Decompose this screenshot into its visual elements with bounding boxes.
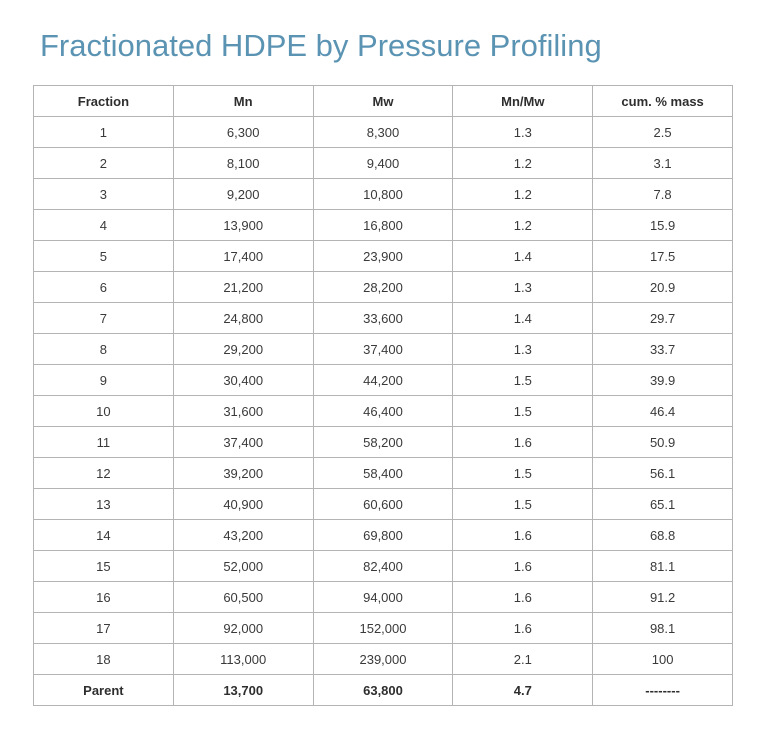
data-table xyxy=(33,85,733,706)
column-header-mn: Mn xyxy=(173,86,313,117)
page-title: Fractionated HDPE by Pressure Profiling xyxy=(40,28,602,63)
column-header-mn-mw: Mn/Mw xyxy=(453,86,593,117)
cell-mn: 6,300 xyxy=(173,117,313,148)
table-row xyxy=(34,489,733,520)
table-row xyxy=(34,148,733,179)
cell-fraction: 18 xyxy=(34,644,174,675)
cell-mn-mw: 1.5 xyxy=(453,396,593,427)
cell-mn: 37,400 xyxy=(173,427,313,458)
cell-mw: 82,400 xyxy=(313,551,453,582)
cell-fraction: 1 xyxy=(34,117,174,148)
column-header-cum-mass: cum. % mass xyxy=(593,86,733,117)
cell-fraction: 4 xyxy=(34,210,174,241)
cell-cum-mass: 7.8 xyxy=(593,179,733,210)
cell-cum-mass: 3.1 xyxy=(593,148,733,179)
cell-mn: 31,600 xyxy=(173,396,313,427)
cell-cum-mass: 15.9 xyxy=(593,210,733,241)
cell-fraction: 11 xyxy=(34,427,174,458)
table-row xyxy=(34,551,733,582)
cell-fraction: 16 xyxy=(34,582,174,613)
cell-mn: 60,500 xyxy=(173,582,313,613)
table-row xyxy=(34,303,733,334)
table-row xyxy=(34,582,733,613)
cell-cum-mass: 33.7 xyxy=(593,334,733,365)
cell-cum-mass: 50.9 xyxy=(593,427,733,458)
cell-mn-mw: 1.2 xyxy=(453,210,593,241)
cell-cum-mass: 68.8 xyxy=(593,520,733,551)
cell-fraction: 6 xyxy=(34,272,174,303)
cell-mn: 21,200 xyxy=(173,272,313,303)
cell-fraction: 13 xyxy=(34,489,174,520)
cell-mn: 13,900 xyxy=(173,210,313,241)
cell-mn: 30,400 xyxy=(173,365,313,396)
cell-mw: 16,800 xyxy=(313,210,453,241)
table-row xyxy=(34,458,733,489)
cell-mn-mw: 2.1 xyxy=(453,644,593,675)
cell-fraction: 9 xyxy=(34,365,174,396)
cell-mw: 60,600 xyxy=(313,489,453,520)
cell-mw: 152,000 xyxy=(313,613,453,644)
parent-cell-mn: 13,700 xyxy=(173,675,313,706)
cell-mw: 44,200 xyxy=(313,365,453,396)
table-row xyxy=(34,520,733,551)
cell-mw: 23,900 xyxy=(313,241,453,272)
table-row xyxy=(34,179,733,210)
cell-mn: 43,200 xyxy=(173,520,313,551)
cell-mw: 33,600 xyxy=(313,303,453,334)
cell-fraction: 5 xyxy=(34,241,174,272)
cell-cum-mass: 46.4 xyxy=(593,396,733,427)
cell-mn-mw: 1.3 xyxy=(453,334,593,365)
cell-mn: 9,200 xyxy=(173,179,313,210)
cell-mn: 39,200 xyxy=(173,458,313,489)
cell-fraction: 2 xyxy=(34,148,174,179)
cell-mn-mw: 1.5 xyxy=(453,489,593,520)
cell-mw: 10,800 xyxy=(313,179,453,210)
parent-cell-mn-mw: 4.7 xyxy=(453,675,593,706)
cell-mw: 8,300 xyxy=(313,117,453,148)
cell-mw: 239,000 xyxy=(313,644,453,675)
cell-cum-mass: 91.2 xyxy=(593,582,733,613)
cell-mw: 37,400 xyxy=(313,334,453,365)
cell-mn: 52,000 xyxy=(173,551,313,582)
cell-mw: 28,200 xyxy=(313,272,453,303)
table-body xyxy=(34,117,733,706)
cell-mw: 69,800 xyxy=(313,520,453,551)
cell-fraction: 10 xyxy=(34,396,174,427)
cell-mn-mw: 1.6 xyxy=(453,613,593,644)
cell-mw: 58,200 xyxy=(313,427,453,458)
parent-cell-fraction: Parent xyxy=(34,675,174,706)
cell-mn-mw: 1.3 xyxy=(453,117,593,148)
cell-mn-mw: 1.6 xyxy=(453,427,593,458)
table-row xyxy=(34,613,733,644)
table-row xyxy=(34,241,733,272)
cell-mw: 9,400 xyxy=(313,148,453,179)
cell-mn-mw: 1.2 xyxy=(453,179,593,210)
table-row xyxy=(34,210,733,241)
table-row xyxy=(34,427,733,458)
cell-fraction: 15 xyxy=(34,551,174,582)
cell-mn-mw: 1.6 xyxy=(453,520,593,551)
cell-mw: 58,400 xyxy=(313,458,453,489)
cell-mn: 40,900 xyxy=(173,489,313,520)
cell-mn: 24,800 xyxy=(173,303,313,334)
table-header xyxy=(34,86,733,117)
cell-cum-mass: 65.1 xyxy=(593,489,733,520)
header-row xyxy=(34,86,733,117)
cell-mw: 94,000 xyxy=(313,582,453,613)
cell-cum-mass: 100 xyxy=(593,644,733,675)
cell-cum-mass: 39.9 xyxy=(593,365,733,396)
cell-mn: 29,200 xyxy=(173,334,313,365)
cell-cum-mass: 81.1 xyxy=(593,551,733,582)
cell-fraction: 14 xyxy=(34,520,174,551)
cell-mn-mw: 1.4 xyxy=(453,241,593,272)
cell-cum-mass: 20.9 xyxy=(593,272,733,303)
cell-fraction: 7 xyxy=(34,303,174,334)
cell-cum-mass: 17.5 xyxy=(593,241,733,272)
cell-mn: 17,400 xyxy=(173,241,313,272)
column-header-mw: Mw xyxy=(313,86,453,117)
parent-cell-cum-mass: -------- xyxy=(593,675,733,706)
cell-cum-mass: 2.5 xyxy=(593,117,733,148)
cell-mn-mw: 1.6 xyxy=(453,582,593,613)
cell-cum-mass: 29.7 xyxy=(593,303,733,334)
cell-fraction: 12 xyxy=(34,458,174,489)
table-row xyxy=(34,644,733,675)
table-row xyxy=(34,272,733,303)
cell-mw: 46,400 xyxy=(313,396,453,427)
cell-mn-mw: 1.5 xyxy=(453,365,593,396)
table-row xyxy=(34,365,733,396)
cell-mn-mw: 1.5 xyxy=(453,458,593,489)
cell-cum-mass: 98.1 xyxy=(593,613,733,644)
cell-mn: 8,100 xyxy=(173,148,313,179)
table-row xyxy=(34,396,733,427)
cell-mn-mw: 1.6 xyxy=(453,551,593,582)
cell-mn: 92,000 xyxy=(173,613,313,644)
cell-mn-mw: 1.3 xyxy=(453,272,593,303)
cell-fraction: 17 xyxy=(34,613,174,644)
parent-cell-mw: 63,800 xyxy=(313,675,453,706)
cell-mn-mw: 1.4 xyxy=(453,303,593,334)
cell-fraction: 3 xyxy=(34,179,174,210)
parent-row xyxy=(34,675,733,706)
table-row xyxy=(34,334,733,365)
cell-fraction: 8 xyxy=(34,334,174,365)
cell-cum-mass: 56.1 xyxy=(593,458,733,489)
column-header-fraction: Fraction xyxy=(34,86,174,117)
cell-mn-mw: 1.2 xyxy=(453,148,593,179)
table-row xyxy=(34,117,733,148)
cell-mn: 113,000 xyxy=(173,644,313,675)
